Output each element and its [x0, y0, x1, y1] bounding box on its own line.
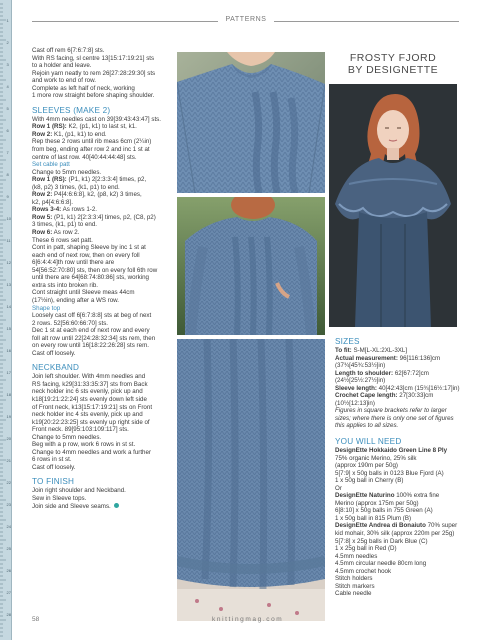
bold-label: Row 2:	[32, 130, 53, 138]
bold-label: To fit:	[335, 347, 352, 354]
shape-top-block	[32, 312, 172, 357]
text-line	[335, 590, 463, 598]
text-line	[335, 522, 463, 530]
text-line	[335, 370, 463, 378]
text-line	[335, 492, 463, 500]
ruler-label: 16	[6, 348, 11, 353]
sweater-front-illustration	[177, 52, 325, 193]
header-rule-right	[274, 21, 459, 22]
ruler-label: 12	[6, 260, 11, 265]
line-text: 54[56:52:70:80] sts, then on every foll 6th row	[32, 266, 158, 274]
text-line	[32, 274, 172, 282]
ruler-label: 17	[6, 370, 11, 375]
text-line	[335, 568, 463, 576]
text-line: 6 rows in st st.	[32, 456, 72, 464]
line-text: each end of next row, then on every foll	[32, 251, 140, 259]
bold-label: Row 2:	[32, 191, 53, 199]
line-text: Stitch markers	[335, 582, 375, 590]
text-line	[335, 362, 463, 370]
text-line	[335, 500, 463, 508]
text-line	[335, 515, 463, 523]
cable-block	[32, 169, 172, 305]
line-text: These 6 rows set patt.	[32, 236, 93, 244]
text-line	[32, 237, 172, 245]
ruler-label: 11	[6, 238, 11, 243]
page-number: 58	[32, 616, 40, 623]
line-text: Merino (approx 175m per 50g)	[335, 499, 419, 507]
line-text: 75% organic Merino, 25% silk	[335, 454, 417, 462]
ruler-label: 6	[6, 128, 9, 133]
pattern-text-column	[32, 47, 172, 510]
line-text: Cont in patt, shaping Sleeve by inc 1 st at	[32, 244, 146, 252]
ruler-label: 13	[6, 282, 11, 287]
text-line	[32, 169, 172, 177]
neckband-heading: NECKBAND	[32, 363, 80, 373]
text-line: Loosely cast off 6[6:7:8:8] sts at beg of next	[32, 312, 152, 320]
text-line: Cast off loosely.	[32, 463, 76, 471]
ruler-label: 2	[6, 40, 9, 45]
sizes-block	[335, 347, 463, 407]
line-text: 6[8:10] x 50g balls in 755 Green (A)	[335, 507, 433, 515]
bold-label: Row 6:	[32, 229, 53, 237]
text-line: Cast off rem 6[7:6:7:8] sts.	[32, 47, 105, 54]
ruler-ticks	[0, 0, 12, 640]
text-line	[335, 447, 463, 455]
ruler-label: 24	[6, 524, 11, 529]
text-line	[32, 146, 172, 154]
line-text: 5[7:8] x 25g balls in Dark Blue (C)	[335, 537, 428, 545]
line-text: P4[4:6:6:8], k2, (p8, k2) 3 times,	[52, 191, 142, 199]
line-text: K2, (p1, k1) to last st, k1.	[66, 123, 137, 131]
text-line: RS facing, k29[31:33:35:37] sts from Back	[32, 380, 148, 388]
section-label: PATTERNS	[225, 16, 267, 23]
text-line	[335, 462, 463, 470]
photo-sweater-back	[177, 197, 325, 335]
line-text: centre of last row. 40[40:44:44:48] sts.	[32, 153, 137, 161]
line-text: 62[67:72]cm	[393, 369, 429, 377]
line-text: (10½[12:13]in)	[335, 399, 375, 407]
text-line: Beg with a p row, work 6 rows in st st.	[32, 441, 136, 449]
line-text: Cont straight until Sleeve meas 44cm	[32, 289, 135, 297]
line-text: (37¾[45¾:53½]in)	[335, 362, 386, 370]
line-text: 4.5mm needles	[335, 552, 378, 560]
text-line	[32, 206, 172, 214]
text-line: 1 more row straight before shaping shoulder.	[32, 92, 155, 100]
text-line	[335, 455, 463, 463]
text-line: foll alt row until 22[24:28:32:34] sts rem, then	[32, 334, 156, 342]
text-line	[32, 154, 172, 162]
line-text: 100% extra fine	[394, 492, 440, 500]
bold-label: Crochet Cape length:	[335, 392, 398, 400]
line-text: S-M[L-XL:2XL-3XL]	[351, 347, 408, 354]
text-line: on every row until 16[18:22:26:28] sts rem.	[32, 342, 149, 350]
line-text: until there are 64[68:74:80:86] sts, working	[32, 274, 149, 282]
text-line: Join left shoulder. With 4mm needles and	[32, 373, 146, 381]
text-line: this applies to all sizes.	[335, 422, 399, 430]
neckband-block	[32, 373, 172, 471]
bold-label: DesignEtte Hokkaido Green Line 8 Ply	[335, 447, 448, 455]
line-text: K1, (p1, k1) to end.	[52, 130, 107, 138]
text-line	[32, 259, 172, 267]
cable-subheading: Set cable patt	[32, 161, 70, 169]
sizes-materials-column	[335, 337, 463, 598]
text-line	[32, 214, 172, 222]
line-text: (24½[25½:27½]in)	[335, 377, 386, 385]
line-text: (k8, p2) 3 times, (k1, p1) to end.	[32, 183, 120, 191]
text-line	[32, 191, 172, 199]
line-text: 4.5mm circular needle 80cm long	[335, 560, 427, 568]
bold-label: Row 5:	[32, 213, 53, 221]
text-line: to a holder and leave.	[32, 62, 92, 70]
ruler-label: 19	[6, 414, 11, 419]
materials-block	[335, 447, 463, 598]
text-line: Front neck. 89[95:103:109:117] sts.	[32, 426, 129, 434]
ruler-label: 15	[6, 326, 11, 331]
line-text: Rep these 2 rows until rib meas 6cm (2¼in)	[32, 138, 152, 146]
sizes-heading: SIZES	[335, 337, 360, 346]
sweater-back-illustration	[177, 197, 325, 335]
photo-sweater-front	[177, 52, 325, 193]
text-line	[335, 575, 463, 583]
line-text: (P1, k1) 2[2:3:3:4] times, p2,	[66, 176, 147, 184]
text-line	[32, 116, 172, 124]
bold-label: Sleeve length:	[335, 384, 377, 392]
line-text: kid mohair, 30% silk (approx 220m per 25g)	[335, 530, 455, 538]
end-marker-icon	[114, 503, 119, 508]
line-text: 3 times, (k1, p1) to end.	[32, 221, 97, 229]
bold-label: Row 1 (RS):	[32, 123, 67, 131]
ruler-label: 9	[6, 194, 9, 199]
text-line: Change to 5mm needles.	[32, 433, 102, 441]
sweater-hem-illustration	[177, 339, 325, 621]
text-line	[335, 560, 463, 568]
line-text: Stitch holders	[335, 575, 373, 583]
measuring-ruler	[0, 0, 12, 640]
ruler-label: 10	[6, 216, 11, 221]
sleeves-block	[32, 116, 172, 161]
text-line: neck holder inc 4 sts evenly, pick up and	[32, 411, 143, 419]
ruler-label: 21	[6, 458, 11, 463]
text-line: Change to 4mm needles and work a further	[32, 448, 152, 456]
text-line	[32, 123, 172, 131]
line-text: 4.5mm crochet hook	[335, 567, 392, 575]
text-line	[32, 199, 172, 207]
line-text: 1 x 25g ball in Red (D)	[335, 545, 397, 553]
line-text: 96[116:136]cm	[397, 354, 441, 362]
text-line	[335, 392, 463, 400]
ruler-label: 7	[6, 150, 9, 155]
text-line: Sew in Sleeve tops.	[32, 494, 87, 502]
text-line	[32, 221, 172, 229]
line-text: Change to 5mm needles.	[32, 168, 102, 176]
line-text: Or	[335, 484, 342, 492]
text-line	[335, 583, 463, 591]
text-line	[335, 538, 463, 546]
bold-label: Rows 3-4:	[32, 206, 62, 214]
text-line	[32, 176, 172, 184]
text-line: Figures in square brackets refer to larger	[335, 407, 447, 415]
text-line: neck holder inc 6 sts evenly, pick up and	[32, 388, 143, 396]
sleeves-heading: SLEEVES (MAKE 2)	[32, 105, 111, 115]
line-text: As row 2.	[52, 229, 80, 237]
text-line: of Front neck, k13[15:17:19:21] sts on Front	[32, 403, 153, 411]
bold-label: DesignEtte Naturino	[335, 492, 395, 500]
ruler-label: 8	[6, 172, 9, 177]
line-text: 5[7:9] x 50g balls in 0123 Blue Fjord (A)	[335, 469, 444, 477]
text-line	[32, 252, 172, 260]
finish-block	[32, 487, 172, 510]
text-line	[32, 297, 172, 305]
text-line	[32, 229, 172, 237]
pattern-title-block	[329, 52, 457, 76]
bold-label: Row 1 (RS):	[32, 176, 67, 184]
text-line	[32, 267, 172, 275]
text-line	[335, 385, 463, 393]
text-line	[32, 289, 172, 297]
line-text: As rows 1-2.	[61, 206, 97, 214]
ruler-label: 3	[6, 62, 9, 67]
text-line	[32, 282, 172, 290]
ruler-label: 5	[6, 106, 9, 111]
text-line: and work to end of row.	[32, 77, 96, 85]
sizes-note	[335, 407, 463, 430]
website-url: knittingmag.com	[212, 616, 284, 623]
text-line: Join side and Sleeve seams.	[32, 503, 172, 511]
ruler-label: 26	[6, 568, 11, 573]
text-line	[32, 244, 172, 252]
shape-top-subheading: Shape top	[32, 304, 61, 312]
ruler-label: 4	[6, 84, 9, 89]
line-text: (P1, k1) 2[2:3:3:4] times, p2, (C8, p2)	[52, 213, 156, 221]
line-text: (17½in), ending after a WS row.	[32, 296, 120, 304]
line-text: With 4mm needles cast on 39[39:43:43:47] sts.	[32, 115, 161, 123]
text-line	[32, 138, 172, 146]
bold-label: DesignEtte Andrea di Bonaiuto	[335, 522, 426, 530]
text-line: k19[20:22:23:25] sts evenly up right side of	[32, 418, 150, 426]
text-line	[335, 355, 463, 363]
pattern-designer: BY DESIGNETTE	[347, 64, 439, 76]
text-line	[335, 377, 463, 385]
line-text: 70% super	[425, 522, 458, 530]
ruler-label: 20	[6, 436, 11, 441]
ruler-label: 18	[6, 392, 11, 397]
line-text: 1 x 50g ball in Cherry (B)	[335, 477, 404, 485]
text-line: Cast off loosely.	[32, 349, 76, 357]
text-line: Rejoin yarn neatly to rem 26[27:28:29:30] sts	[32, 69, 156, 77]
ruler-label: 25	[6, 546, 11, 551]
text-line	[335, 477, 463, 485]
text-line: Dec 1 st at each end of next row and every	[32, 327, 150, 335]
text-line	[335, 507, 463, 515]
line-text: 40[42:43]cm (15¾[16½:17]in)	[376, 384, 460, 392]
text-line: With RS facing, sl centre 13[15:17:19:21] sts	[32, 54, 155, 62]
bold-label: Length to shoulder:	[335, 369, 394, 377]
text-line: Complete as left half of neck, working	[32, 84, 135, 92]
ruler-label: 22	[6, 480, 11, 485]
text-line	[335, 470, 463, 478]
text-line	[32, 184, 172, 192]
ruler-label: 14	[6, 304, 11, 309]
line-text: 1 x 50g ball in 815 Plum (B)	[335, 514, 412, 522]
line-text: Cable needle	[335, 590, 372, 598]
ruler-label: 27	[6, 590, 11, 595]
photo-model-cape	[329, 84, 457, 327]
text-line	[335, 545, 463, 553]
text-line: k18[19:21:22:24] sts evenly down left side	[32, 395, 147, 403]
intro-block	[32, 47, 172, 100]
text-line	[335, 553, 463, 561]
text-line	[335, 530, 463, 538]
text-line: 2 rows. 52[56:60:66:70] sts.	[32, 319, 109, 327]
finish-heading: TO FINISH	[32, 477, 75, 487]
text-line	[335, 347, 463, 355]
line-text: from beg, ending after row 2 and inc 1 st at	[32, 146, 150, 154]
text-line	[335, 485, 463, 493]
photo-sweater-hem	[177, 339, 325, 621]
model-cape-illustration	[329, 84, 457, 327]
you-will-need-heading: YOU WILL NEED	[335, 437, 402, 447]
line-text: 27[30:33]cm	[397, 392, 434, 400]
pattern-title: FROSTY FJORD	[349, 52, 437, 64]
ruler-label: 28	[6, 612, 11, 617]
line-text: (approx 190m per 50g)	[335, 462, 398, 470]
ruler-label: 1	[6, 18, 9, 23]
ruler-label: 23	[6, 502, 11, 507]
text-line	[335, 400, 463, 408]
bold-label: Actual measurement:	[335, 354, 398, 362]
header-rule-left	[32, 21, 218, 22]
text-line: Join right shoulder and Neckband.	[32, 487, 126, 495]
line-text: k2, p4[4:6:6:8].	[32, 198, 73, 206]
line-text: 6[6:4:4:4]th row until there are	[32, 259, 115, 267]
text-line	[32, 131, 172, 139]
line-text: extra sts into broken rib.	[32, 281, 99, 289]
text-line: sizes; where there is only one set of figures	[335, 414, 454, 422]
